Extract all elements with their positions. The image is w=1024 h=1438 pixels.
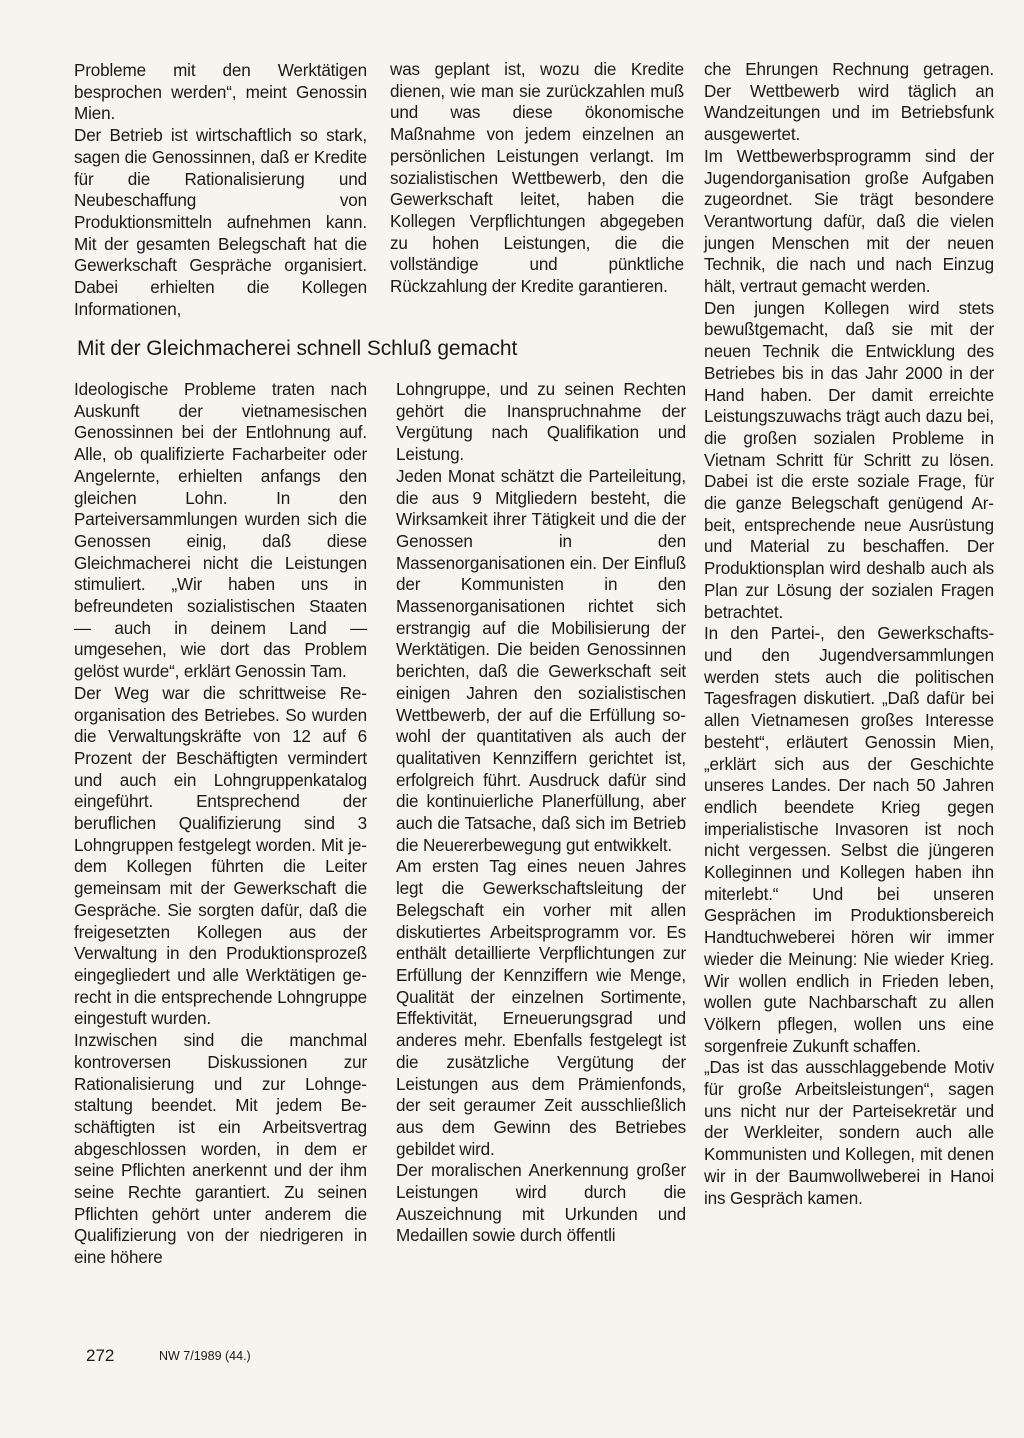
column-bottom-left (74, 379, 367, 1269)
paragraph: Lohngruppe, und zu seinen Rechten gehört die Inanspruchnahme der Vergütung nach Qualifikation und Leistung. (396, 380, 686, 465)
paragraph: Der Weg war die schrittweise Reorganisation des Betriebes. So wurden die Verwaltungskräfte von 12 auf 6 Prozent der Beschäftigten vermindert und auch ein Lohngruppenkatalog eingeführt. Entsprechend der beruflichen Qualifizierung sind 3 Lohngruppen festgelegt worden. Mit jedem Kollegen führten die Leiter gemeinsam mit der Gewerkschaft die Gespräche. Sie sorgten dafür, daß die freigesetzten Kollegen aus der Verwaltung in den Produktionsprozeß eingegliedert und alle Werktätigen gerecht in die entsprechende Lohngruppe eingestuft wurden. (74, 683, 367, 1029)
paragraph: che Ehrungen Rechnung getragen. Der Wettbewerb wird täglich an Wandzeitungen und im Betriebsfunk ausgewertet. (704, 60, 994, 145)
column-top-middle (390, 59, 684, 298)
paragraph: In den Partei-, den Gewerkschafts- und den Jugendversammlungen werden stets auch die politischen Tagesfragen diskutiert. „Daß dafür bei allen Vietnamesen großes Interesse besteht“, erläutert Genossin Mien, „erklärt sich aus der Geschichte unseres Landes. Der nach 50 Jahren endlich beendete Krieg gegen imperialistische Invasoren ist noch nicht vergessen. Selbst die jüngeren Kolleginnen und Kollegen haben ihn miterlebt.“ Und bei unseren Gesprächen im Produktionsbereich Handtuchweberei hören wir immer wieder die Meinung: Nie wieder Krieg. Wir wollen endlich in Frieden leben, wollen gute Nachbarschaft zu allen Völkern pflegen, wollen uns eine sorgenfreie Zukunft schaffen. (704, 624, 994, 1056)
paragraph: Inzwischen sind die manchmal kontroversen Diskussionen zur Rationalisierung und zur Lohngestaltung beendet. Mit jedem Beschäftigten ist ein Arbeitsvertrag abgeschlossen worden, in dem er seine Pflichten anerkennt und der ihm seine Rechte garantiert. Zu seinen Pflichten gehört unter anderem die Qualifizierung von der niedrigeren in eine höhere (74, 1031, 367, 1268)
column-right (704, 59, 994, 1209)
page-number: 272 (86, 1346, 115, 1365)
paragraph: Ideologische Probleme traten nach Auskunft der vietnamesischen Genossinnen bei der Entlohnung auf. Alle, ob qualifizierte Facharbeiter oder Angelernte, erhielten anfangs den gleichen Lohn. In den Parteiversammlungen wurden sich die Genossen einig, daß diese Gleichmacherei nicht die Leistungen stimuliert. „Wir haben uns in befreundeten sozialistischen Staaten — auch in deinem Land — umgesehen, wie dort das Problem gelöst wurde“, erklärt Genossin Tam. (74, 380, 367, 682)
column-bottom-middle (396, 379, 686, 1247)
paragraph: Am ersten Tag eines neuen Jahres legt die Gewerkschaftsleitung der Belegschaft ein vorher mit allen diskutiertes Arbeitsprogramm vor. Es enthält detaillierte Verpflichtungen zur Erfüllung der Kennziffern wie Menge, Qualität der einzelnen Sortimente, Effektivität, Erneuerungsgrad und anderes mehr. Ebenfalls festgelegt ist die zusätzliche Vergütung der Leistungen aus dem Prämienfonds, der seit geraumer Zeit ausschließlich aus dem Gewinn des Betriebes gebildet wird. (396, 857, 686, 1159)
paragraph: Der moralischen Anerkennung großer Leistungen wird durch die Auszeichnung mit Urkunden und Medaillen sowie durch öffentli (396, 1161, 686, 1246)
paragraph: „Das ist das ausschlaggebende Motiv für große Arbeitsleistungen“, sagen uns nicht nur der Parteisekretär und der Werkleiter, sondern auch alle Kommunisten und Kollegen, mit denen wir in der Baumwollweberei in Hanoi ins Gespräch kamen. (704, 1058, 994, 1208)
section-heading: Mit der Gleichmacherei schnell Schluß gemacht (77, 337, 518, 360)
column-top-left (74, 60, 367, 320)
paragraph: Jeden Monat schätzt die Parteileitung, die aus 9 Mitgliedern besteht, die Wirksamkeit ihrer Tätigkeit und die der Genossen in den Massenorganisationen ein. Der Einfluß der Kommunisten in den Massenorganisationen richtet sich erstrangig auf die Mobilisierung der Werktätigen. Die beiden Genossinnen berichten, daß die Gewerkschaft seit einigen Jahren den sozialistischen Wettbewerb, der auf die Erfüllung sowohl der quantitativen als auch der qualitativen Kennziffern gerichtet ist, erfolgreich führt. Ausdruck dafür sind die kontinuierliche Planerfüllung, aber auch die Tatsache, daß sich im Betrieb die Neuererbewegung gut entwikkelt. (396, 466, 686, 855)
paragraph: Probleme mit den Werktätigen besprochen werden“, meint Genossin Mien. (74, 61, 367, 124)
paragraph: Den jungen Kollegen wird stets bewußtgemacht, daß sie mit der neuen Technik die Entwicklung des Betriebes bis in das Jahr 2000 in der Hand haben. Der damit erreichte Leistungszuwachs trägt auch dazu bei, die großen sozialen Probleme in Vietnam Schritt für Schritt zu lösen. Dabei ist die erste soziale Frage, für die ganze Belegschaft genügend Arbeit, entsprechende neue Ausrüstung und Material zu beschaffen. Der Produktionsplan wird deshalb auch als Plan zur Lösung der sozialen Fragen betrachtet. (704, 298, 994, 622)
paragraph: was geplant ist, wozu die Kredite dienen, wie man sie zurückzahlen muß und was diese ökonomische Maßnahme von jedem einzelnen an persönlichen Leistungen verlangt. Im sozialistischen Wettbewerb, den die Gewerkschaft leitet, haben die Kollegen Verpflichtungen abgegeben zu hohen Leistungen, die die vollständige und pünktliche Rückzahlung der Kredite garantieren. (390, 60, 684, 297)
paragraph: Im Wettbewerbsprogramm sind der Jugendorganisation große Aufgaben zugeordnet. Sie trägt besondere Verantwortung dafür, daß die vielen jungen Menschen mit der neuen Technik, die nach und nach Einzug hält, vertraut gemacht werden. (704, 146, 994, 297)
paragraph: Der Betrieb ist wirtschaftlich so stark, sagen die Genossinnen, daß er Kredite für die Rationalisierung und Neubeschaffung von Produktionsmitteln aufnehmen kann. Mit der gesamten Belegschaft hat die Gewerkschaft Gespräche organisiert. Dabei erhielten die Kollegen Informationen, (74, 126, 367, 319)
issue-reference: NW 7/1989 (44.) (159, 1349, 251, 1363)
